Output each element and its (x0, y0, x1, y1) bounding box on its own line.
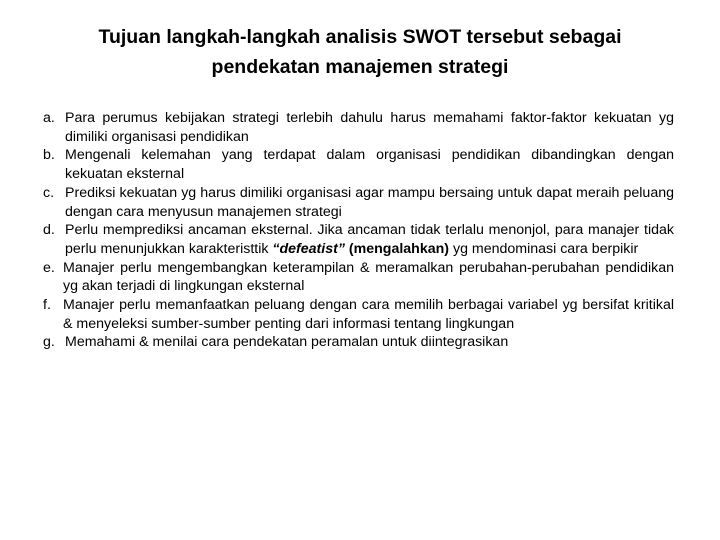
list-item-f (43, 296, 674, 333)
title-line-1: Tujuan langkah-langkah analisis SWOT tersebut sebagai (98, 26, 622, 48)
list-item-c (43, 184, 674, 221)
list-marker: c. (43, 184, 55, 201)
strong-text: (mengalahkan) (348, 240, 450, 257)
list-item-b (43, 146, 674, 183)
list-item-text: Mengenali kelemahan yang terdapat dalam organisasi pendidikan dibandingkan dengan kekuatan eksternal (65, 147, 674, 183)
list-marker: g. (43, 334, 55, 351)
list-item-text: Perlu memprediksi ancaman eksternal. Jika ancaman tidak terlalu menonjol, para manajer tidak perlu menunjukkan karakteristtik (65, 222, 674, 257)
list-marker: d. (43, 222, 55, 239)
title-line-2: pendekatan manajemen strategi (211, 56, 509, 78)
list-item-g (43, 333, 674, 352)
list-marker: b. (43, 147, 55, 164)
list-item-a (43, 109, 674, 146)
list-marker: e. (43, 259, 55, 276)
list-item-text: Memahami & menilai cara pendekatan peramalan untuk diintegrasikan (65, 334, 509, 351)
list-item-text: Manajer perlu memanfaatkan peluang dengan cara memilih berbagai variabel yg bersifat kritikal & menyeleksi sumber-sumber penting dari informasi tentang lingkungan (63, 297, 674, 332)
list-marker: f. (43, 297, 51, 314)
objectives-list (43, 109, 674, 352)
list-item-text: Prediksi kekuatan yg harus dimiliki organisasi agar mampu bersaing untuk dapat meraih peluang dengan cara menyusun manajemen strategi (65, 184, 674, 220)
slide-title (40, 22, 680, 82)
list-marker: a. (43, 110, 55, 126)
list-item-text: Manajer perlu mengembangkan keterampilan & meramalkan perubahan-perubahan pendidikan yg akan terjadi di lingkungan eksternal (63, 259, 674, 295)
list-item-text-end: yg mendominasi cara berpikir (452, 240, 639, 257)
emphasis-text: “defeatist” (272, 240, 345, 257)
list-item-e (43, 259, 674, 296)
list-item-d (43, 221, 674, 258)
list-item-text: Para perumus kebijakan strategi terlebih dahulu harus memahami faktor-faktor kekuatan yg dimiliki organisasi pendidikan (65, 110, 674, 145)
